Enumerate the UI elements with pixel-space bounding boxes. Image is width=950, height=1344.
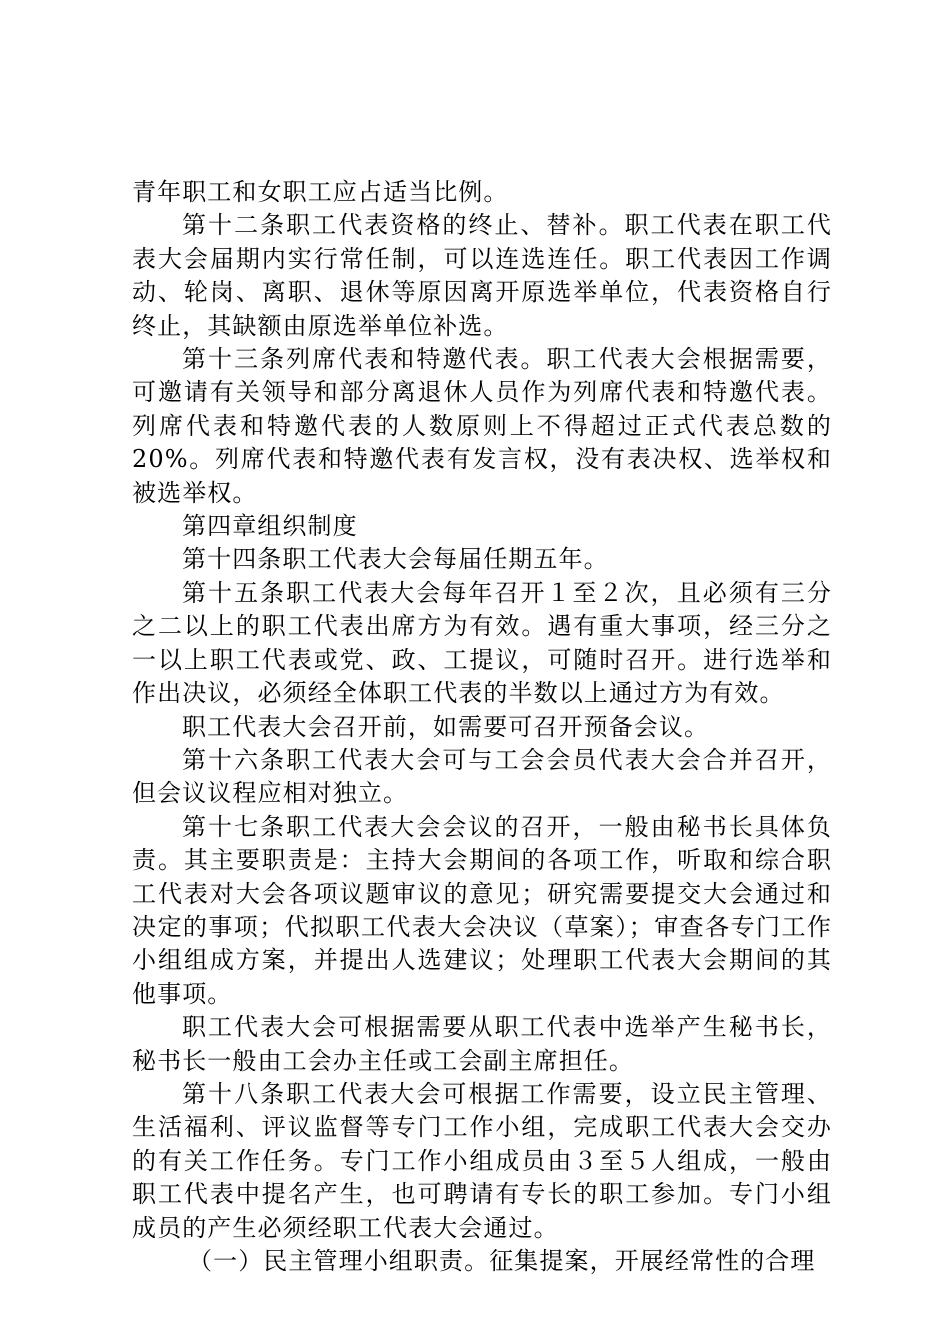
paragraph-item-1: （一）民主管理小组职责。征集提案，开展经常性的合理 [188,1247,816,1275]
paragraph-article-16: 第十六条职工代表大会可与工会会员代表大会合并召开，但会议议程应相对独立。 [132,745,832,808]
paragraph-article-13: 第十三条列席代表和特邀代表。职工代表大会根据需要，可邀请有关领导和部分离退休人员作为列席代表和特邀代表。列席代表和特邀代表的人数原则上不得超过正式代表总数的20%。列席代表和特邀代表有发言权，没有表决权、选举权和被选举权。 [132,345,832,507]
paragraph-preparatory-meeting: 职工代表大会召开前，如需要可召开预备会议。 [182,712,710,741]
paragraph-article-17: 第十七条职工代表大会会议的召开，一般由秘书长具体负责。其主要职责是：主持大会期间的各项工作，听取和综合职工代表对大会各项议题审议的意见；研究需要提交大会通过和决定的事项；代拟职工代表大会决议（草案）；审查各专门工作小组组成方案，并提出人选建议；处理职工代表大会期间的其他事项。 [132,812,832,1008]
paragraph-article-15: 第十五条职工代表大会每年召开１至２次，且必须有三分之二以上的职工代表出席方为有效。遇有重大事项，经三分之一以上职工代表或党、政、工提议，可随时召开。进行选举和作出决议，必须经全体职工代表的半数以上通过方为有效。 [132,578,832,708]
document-body [132,176,832,1278]
paragraph-article-18: 第十八条职工代表大会可根据工作需要，设立民主管理、生活福利、评议监督等专门工作小组，完成职工代表大会交办的有关工作任务。专门工作小组成员由３至５人组成，一般由职工代表中提名产生，也可聘请有专长的职工参加。专门小组成员的产生必须经职工代表大会通过。 [132,1079,832,1242]
paragraph-article-14: 第十四条职工代表大会每届任期五年。 [182,545,609,574]
chapter-heading: 第四章组织制度 [182,512,358,541]
paragraph-article-12: 第十二条职工代表资格的终止、替补。职工代表在职工代表大会届期内实行常任制，可以连选连任。职工代表因工作调动、轮岗、离职、退休等原因离开原选举单位，代表资格自行终止，其缺额由原选举单位补选。 [132,211,832,340]
paragraph-secretary-general: 职工代表大会可根据需要从职工代表中选举产生秘书长，秘书长一般由工会办主任或工会副主席担任。 [132,1013,832,1075]
paragraph-continuation: 青年职工和女职工应占适当比例。 [132,178,509,206]
